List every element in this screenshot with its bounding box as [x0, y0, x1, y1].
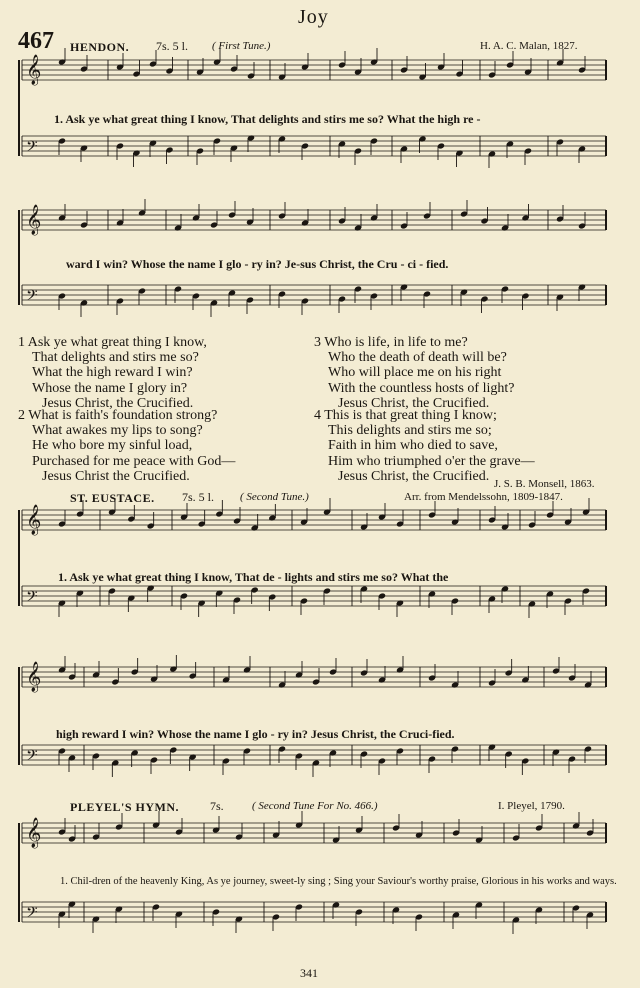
treble-clef-icon: 𝄞: [26, 505, 42, 535]
stanza-line: Jesus Christ, the Crucified.: [42, 395, 194, 411]
stanza-line: Faith in him who died to save,: [328, 438, 498, 454]
stanza-line: 4 This is that great thing I know;: [314, 408, 497, 423]
page-number: 341: [300, 966, 318, 980]
bass-clef-icon: 𝄢: [26, 588, 38, 609]
bass-clef-icon: 𝄢: [26, 287, 38, 308]
hymn-number: 467: [18, 28, 54, 54]
stanza-line: This delights and stirs me so;: [328, 423, 492, 439]
stanza-line: Jesus Christ the Crucified.: [42, 468, 190, 484]
treble-clef-icon: 𝄞: [26, 818, 42, 848]
stanza-line: With the countless hosts of light?: [328, 380, 515, 396]
stanza-line: That delights and stirs me so?: [32, 350, 199, 366]
lyric-line: 1. Chil-dren of the heavenly King, As ye journey, sweet-ly sing ; Sing your Saviour's worthy praise, Glorious in his works and ways.: [60, 876, 617, 887]
stanza-line: What awakes my lips to song?: [32, 423, 203, 439]
stanza-line: Purchased for me peace with God—: [32, 453, 236, 469]
tune-note: ( Second Tune For No. 466.): [252, 800, 378, 812]
stanza-line: He who bore my sinful load,: [32, 438, 193, 454]
stanza-line: Whose the name I glory in?: [32, 380, 188, 396]
stanza-line: Who will place me on his right: [328, 365, 502, 381]
treble-clef-icon: 𝄞: [26, 205, 42, 235]
stanza-3: [314, 335, 614, 411]
stanza-line: What the high reward I win?: [32, 365, 193, 381]
stanza-line: Jesus Christ, the Crucified.: [338, 395, 490, 411]
composer-credit: I. Pleyel, 1790.: [498, 800, 565, 812]
lyric-line: ward I win? Whose the name I glo - ry in? Je-sus Christ, the Cru - ci - fied.: [66, 257, 449, 271]
author-credit: J. S. B. Monsell, 1863.: [494, 478, 595, 490]
stanza-4: [314, 408, 614, 484]
composer-credit: Arr. from Mendelssohn, 1809-1847.: [404, 491, 563, 503]
lyric-line: 1. Ask ye what great thing I know, That de - lights and stirs me so? What the: [58, 570, 449, 584]
stanza-line: Him who triumphed o'er the grave—: [328, 453, 535, 469]
stanza-line: Jesus Christ, the Crucified.: [338, 468, 490, 484]
stanza-line: 3 Who is life, in life to me?: [314, 335, 468, 350]
composer-credit: H. A. C. Malan, 1827.: [480, 40, 578, 52]
lyric-line: high reward I win? Whose the name I glo - ry in? Jesus Christ, the Cruci-fied.: [56, 727, 455, 741]
stanza-1: [18, 335, 308, 411]
tune-meter: 7s. 5 l.: [156, 39, 189, 53]
stanza-line: Who the death of death will be?: [328, 350, 507, 366]
treble-clef-icon: 𝄞: [26, 662, 42, 692]
stanza-line: 1 Ask ye what great thing I know,: [18, 335, 207, 350]
stanza-line: 2 What is faith's foundation strong?: [18, 408, 218, 423]
page-title: Joy: [298, 6, 329, 28]
tune-meter: 7s.: [210, 799, 224, 813]
bass-clef-icon: 𝄢: [26, 747, 38, 768]
tune-meter: 7s. 5 l.: [182, 490, 215, 504]
tune-note: ( First Tune.): [212, 40, 271, 52]
lyric-line: 1. Ask ye what great thing I know, That delights and stirs me so? What the high re -: [54, 112, 481, 126]
bass-clef-icon: 𝄢: [26, 138, 38, 159]
tune-name: HENDON.: [70, 40, 130, 54]
tune-name: PLEYEL'S HYMN.: [70, 800, 180, 814]
treble-clef-icon: 𝄞: [26, 55, 42, 85]
stanza-2: [18, 408, 308, 484]
bass-clef-icon: 𝄢: [26, 904, 38, 925]
tune-note: ( Second Tune.): [240, 491, 309, 503]
tune-name: ST. EUSTACE.: [70, 491, 155, 505]
